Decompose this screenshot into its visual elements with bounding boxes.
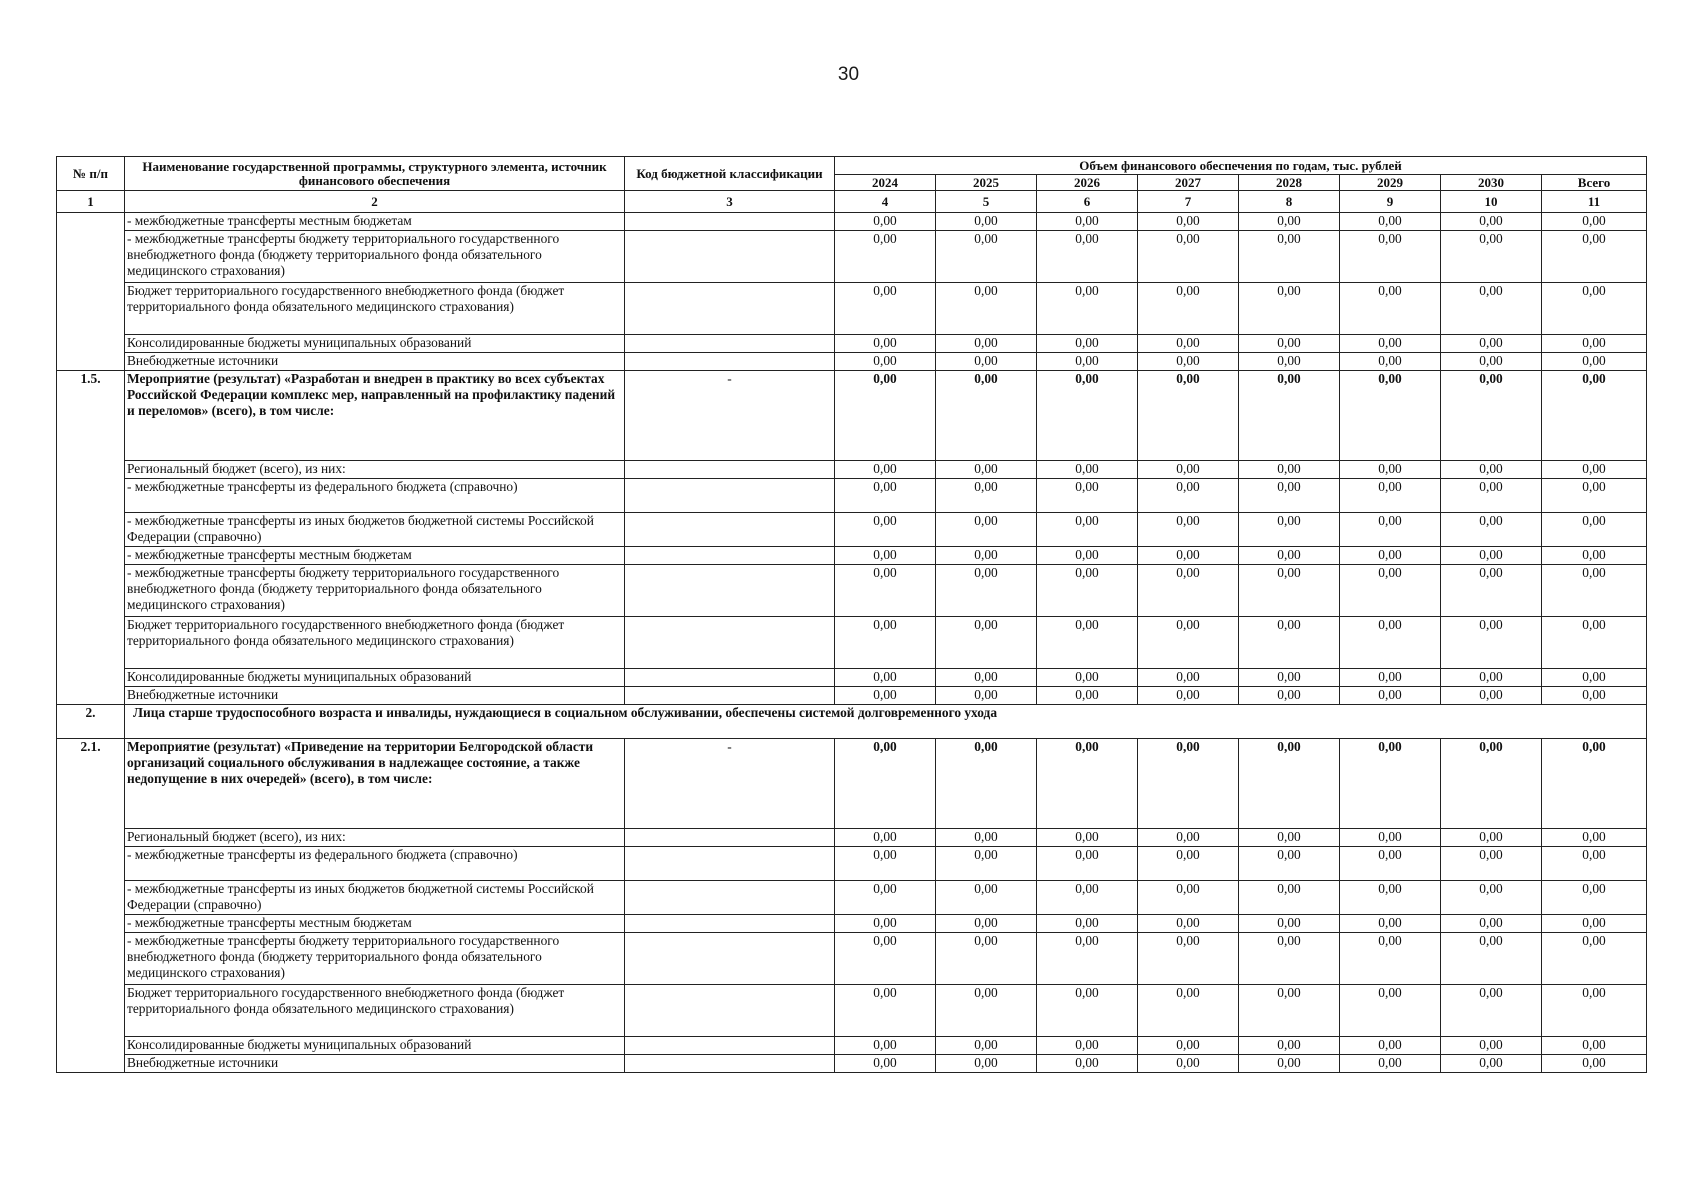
row-name: Внебюджетные источники xyxy=(125,1055,625,1073)
value-cell: 0,00 xyxy=(1037,335,1138,353)
value-cell: 0,00 xyxy=(1138,617,1239,669)
row-code xyxy=(625,881,835,915)
value-cell: 0,00 xyxy=(1340,985,1441,1037)
value-cell: 0,00 xyxy=(835,847,936,881)
value-cell: 0,00 xyxy=(1441,461,1542,479)
value-cell: 0,00 xyxy=(1239,353,1340,371)
value-cell: 0,00 xyxy=(1441,213,1542,231)
value-cell: 0,00 xyxy=(1037,213,1138,231)
value-cell: 0,00 xyxy=(1340,231,1441,283)
value-total: 0,00 xyxy=(1542,687,1647,705)
row-code: - xyxy=(625,371,835,461)
row-name: - межбюджетные трансферты бюджету территориального государственного внебюджетного фонда (бюджету территориального фонда обязательного медицинского страхования) xyxy=(125,231,625,283)
table-row xyxy=(57,915,1647,933)
row-name: - межбюджетные трансферты из федерального бюджета (справочно) xyxy=(125,479,625,513)
value-cell: 0,00 xyxy=(1340,933,1441,985)
value-cell: 0,00 xyxy=(936,617,1037,669)
value-cell: 0,00 xyxy=(1037,1037,1138,1055)
column-number: 10 xyxy=(1441,191,1542,213)
value-cell: 0,00 xyxy=(936,933,1037,985)
value-total: 0,00 xyxy=(1542,669,1647,687)
value-cell: 0,00 xyxy=(1138,915,1239,933)
value-cell: 0,00 xyxy=(936,669,1037,687)
value-cell: 0,00 xyxy=(835,547,936,565)
row-code xyxy=(625,283,835,335)
financing-table xyxy=(56,156,1647,1073)
row-name: Бюджет территориального государственного внебюджетного фонда (бюджет территориального фонда обязательного медицинского страхования) xyxy=(125,985,625,1037)
value-cell: 0,00 xyxy=(1239,687,1340,705)
value-cell: 0,00 xyxy=(1441,687,1542,705)
value-cell: 0,00 xyxy=(936,985,1037,1037)
column-number: 8 xyxy=(1239,191,1340,213)
header-total: Всего xyxy=(1542,175,1647,191)
row-name: Региональный бюджет (всего), из них: xyxy=(125,829,625,847)
value-cell: 0,00 xyxy=(936,739,1037,829)
value-cell: 0,00 xyxy=(936,231,1037,283)
row-code xyxy=(625,547,835,565)
row-code xyxy=(625,985,835,1037)
value-cell: 0,00 xyxy=(835,213,936,231)
value-cell: 0,00 xyxy=(1239,1037,1340,1055)
value-cell: 0,00 xyxy=(1037,547,1138,565)
value-cell: 0,00 xyxy=(1037,353,1138,371)
value-cell: 0,00 xyxy=(1138,739,1239,829)
row-name: - межбюджетные трансферты из федерального бюджета (справочно) xyxy=(125,847,625,881)
column-number: 2 xyxy=(125,191,625,213)
value-cell: 0,00 xyxy=(835,617,936,669)
table-row xyxy=(57,479,1647,513)
value-cell: 0,00 xyxy=(1138,513,1239,547)
value-cell: 0,00 xyxy=(1138,565,1239,617)
row-code xyxy=(625,617,835,669)
value-cell: 0,00 xyxy=(835,283,936,335)
header-volume: Объем финансового обеспечения по годам, тыс. рублей xyxy=(835,157,1647,175)
value-cell: 0,00 xyxy=(1037,739,1138,829)
row-number xyxy=(57,213,125,371)
value-cell: 0,00 xyxy=(835,565,936,617)
row-name: - межбюджетные трансферты местным бюджетам xyxy=(125,547,625,565)
row-name: - межбюджетные трансферты из иных бюджетов бюджетной системы Российской Федерации (справочно) xyxy=(125,513,625,547)
value-cell: 0,00 xyxy=(1138,829,1239,847)
header-year: 2030 xyxy=(1441,175,1542,191)
table-row xyxy=(57,617,1647,669)
table-row xyxy=(57,213,1647,231)
value-cell: 0,00 xyxy=(1441,915,1542,933)
value-cell: 0,00 xyxy=(1138,283,1239,335)
value-cell: 0,00 xyxy=(1239,213,1340,231)
row-code xyxy=(625,847,835,881)
value-total: 0,00 xyxy=(1542,213,1647,231)
value-total: 0,00 xyxy=(1542,915,1647,933)
value-cell: 0,00 xyxy=(936,335,1037,353)
value-cell: 0,00 xyxy=(1037,669,1138,687)
value-cell: 0,00 xyxy=(936,687,1037,705)
row-name: Консолидированные бюджеты муниципальных образований xyxy=(125,335,625,353)
column-number: 7 xyxy=(1138,191,1239,213)
table-row xyxy=(57,1055,1647,1073)
value-cell: 0,00 xyxy=(1037,829,1138,847)
value-cell: 0,00 xyxy=(1340,547,1441,565)
value-cell: 0,00 xyxy=(835,669,936,687)
value-cell: 0,00 xyxy=(1037,565,1138,617)
section-title: Лица старше трудоспособного возраста и инвалиды, нуждающиеся в социальном обслуживании, обеспечены системой долговременного ухода xyxy=(125,705,1647,739)
value-cell: 0,00 xyxy=(835,231,936,283)
value-cell: 0,00 xyxy=(1138,479,1239,513)
value-cell: 0,00 xyxy=(1340,479,1441,513)
row-number: 1.5. xyxy=(57,371,125,705)
value-cell: 0,00 xyxy=(1340,847,1441,881)
row-name: - межбюджетные трансферты бюджету территориального государственного внебюджетного фонда (бюджету территориального фонда обязательного медицинского страхования) xyxy=(125,933,625,985)
value-cell: 0,00 xyxy=(835,1037,936,1055)
table-row xyxy=(57,687,1647,705)
row-name: Внебюджетные источники xyxy=(125,353,625,371)
value-cell: 0,00 xyxy=(1340,213,1441,231)
table-row xyxy=(57,231,1647,283)
value-total: 0,00 xyxy=(1542,847,1647,881)
table-row xyxy=(57,335,1647,353)
value-total: 0,00 xyxy=(1542,933,1647,985)
header-year: 2028 xyxy=(1239,175,1340,191)
value-cell: 0,00 xyxy=(1138,461,1239,479)
value-cell: 0,00 xyxy=(1441,739,1542,829)
value-cell: 0,00 xyxy=(835,915,936,933)
value-cell: 0,00 xyxy=(1239,335,1340,353)
value-cell: 0,00 xyxy=(1441,283,1542,335)
row-code xyxy=(625,335,835,353)
header-number: № п/п xyxy=(57,157,125,191)
value-cell: 0,00 xyxy=(1340,687,1441,705)
value-cell: 0,00 xyxy=(1037,617,1138,669)
row-code xyxy=(625,687,835,705)
value-cell: 0,00 xyxy=(1239,933,1340,985)
row-name: - межбюджетные трансферты местным бюджетам xyxy=(125,915,625,933)
value-total: 0,00 xyxy=(1542,513,1647,547)
value-cell: 0,00 xyxy=(936,479,1037,513)
table-row xyxy=(57,669,1647,687)
header-year: 2026 xyxy=(1037,175,1138,191)
value-total: 0,00 xyxy=(1542,371,1647,461)
value-cell: 0,00 xyxy=(1239,915,1340,933)
table-row xyxy=(57,513,1647,547)
row-name: Мероприятие (результат) «Приведение на территории Белгородской области организаций социального обслуживания в надлежащее состояние, а также недопущение в них очередей» (всего), в том числе: xyxy=(125,739,625,829)
table-row xyxy=(57,371,1647,461)
table-row xyxy=(57,565,1647,617)
value-total: 0,00 xyxy=(1542,231,1647,283)
value-cell: 0,00 xyxy=(1441,617,1542,669)
value-cell: 0,00 xyxy=(1239,565,1340,617)
value-cell: 0,00 xyxy=(1138,881,1239,915)
value-cell: 0,00 xyxy=(1441,881,1542,915)
value-cell: 0,00 xyxy=(1441,933,1542,985)
value-cell: 0,00 xyxy=(936,1037,1037,1055)
value-cell: 0,00 xyxy=(1340,565,1441,617)
page-number: 30 xyxy=(837,64,860,85)
value-cell: 0,00 xyxy=(1340,739,1441,829)
value-total: 0,00 xyxy=(1542,353,1647,371)
value-cell: 0,00 xyxy=(1138,353,1239,371)
value-total: 0,00 xyxy=(1542,565,1647,617)
column-number: 5 xyxy=(936,191,1037,213)
row-code xyxy=(625,1055,835,1073)
value-cell: 0,00 xyxy=(1138,371,1239,461)
value-cell: 0,00 xyxy=(1340,829,1441,847)
value-cell: 0,00 xyxy=(1340,669,1441,687)
value-total: 0,00 xyxy=(1542,335,1647,353)
value-cell: 0,00 xyxy=(936,547,1037,565)
value-cell: 0,00 xyxy=(835,687,936,705)
value-cell: 0,00 xyxy=(1340,335,1441,353)
value-cell: 0,00 xyxy=(1037,985,1138,1037)
value-cell: 0,00 xyxy=(1037,461,1138,479)
value-cell: 0,00 xyxy=(936,565,1037,617)
row-code xyxy=(625,513,835,547)
value-cell: 0,00 xyxy=(1138,213,1239,231)
row-name: Консолидированные бюджеты муниципальных образований xyxy=(125,1037,625,1055)
header-year: 2029 xyxy=(1340,175,1441,191)
value-cell: 0,00 xyxy=(1239,371,1340,461)
header-year: 2027 xyxy=(1138,175,1239,191)
row-code xyxy=(625,1037,835,1055)
value-cell: 0,00 xyxy=(1239,829,1340,847)
value-cell: 0,00 xyxy=(835,739,936,829)
value-cell: 0,00 xyxy=(835,371,936,461)
value-cell: 0,00 xyxy=(1138,847,1239,881)
value-cell: 0,00 xyxy=(835,335,936,353)
value-cell: 0,00 xyxy=(1340,1037,1441,1055)
value-cell: 0,00 xyxy=(1441,513,1542,547)
value-cell: 0,00 xyxy=(936,283,1037,335)
table-row xyxy=(57,353,1647,371)
header-year: 2024 xyxy=(835,175,936,191)
value-cell: 0,00 xyxy=(1138,985,1239,1037)
value-cell: 0,00 xyxy=(1138,687,1239,705)
value-cell: 0,00 xyxy=(835,829,936,847)
value-total: 0,00 xyxy=(1542,1055,1647,1073)
value-cell: 0,00 xyxy=(835,933,936,985)
table-row xyxy=(57,847,1647,881)
column-number: 6 xyxy=(1037,191,1138,213)
value-cell: 0,00 xyxy=(1239,881,1340,915)
value-cell: 0,00 xyxy=(1340,617,1441,669)
row-name: Внебюджетные источники xyxy=(125,687,625,705)
value-cell: 0,00 xyxy=(1441,669,1542,687)
row-code xyxy=(625,213,835,231)
row-code xyxy=(625,565,835,617)
value-total: 0,00 xyxy=(1542,829,1647,847)
row-name: - межбюджетные трансферты из иных бюджетов бюджетной системы Российской Федерации (справочно) xyxy=(125,881,625,915)
column-number: 1 xyxy=(57,191,125,213)
value-cell: 0,00 xyxy=(1037,687,1138,705)
value-cell: 0,00 xyxy=(1340,283,1441,335)
value-cell: 0,00 xyxy=(1037,371,1138,461)
row-name: Региональный бюджет (всего), из них: xyxy=(125,461,625,479)
value-cell: 0,00 xyxy=(1441,479,1542,513)
value-total: 0,00 xyxy=(1542,739,1647,829)
row-name: Бюджет территориального государственного внебюджетного фонда (бюджет территориального фонда обязательного медицинского страхования) xyxy=(125,283,625,335)
value-cell: 0,00 xyxy=(936,1055,1037,1073)
value-total: 0,00 xyxy=(1542,617,1647,669)
value-cell: 0,00 xyxy=(1037,1055,1138,1073)
column-number: 11 xyxy=(1542,191,1647,213)
value-total: 0,00 xyxy=(1542,461,1647,479)
value-cell: 0,00 xyxy=(1441,335,1542,353)
value-cell: 0,00 xyxy=(1340,371,1441,461)
row-code xyxy=(625,461,835,479)
value-total: 0,00 xyxy=(1542,547,1647,565)
table-header xyxy=(57,157,1647,213)
value-cell: 0,00 xyxy=(936,371,1037,461)
value-cell: 0,00 xyxy=(1441,1055,1542,1073)
value-cell: 0,00 xyxy=(835,461,936,479)
table-body xyxy=(57,213,1647,1073)
value-cell: 0,00 xyxy=(835,985,936,1037)
table-row xyxy=(57,547,1647,565)
value-cell: 0,00 xyxy=(936,881,1037,915)
table-row xyxy=(57,933,1647,985)
value-cell: 0,00 xyxy=(936,829,1037,847)
value-cell: 0,00 xyxy=(1037,933,1138,985)
value-cell: 0,00 xyxy=(1037,479,1138,513)
row-code xyxy=(625,829,835,847)
value-cell: 0,00 xyxy=(1441,371,1542,461)
row-code xyxy=(625,933,835,985)
value-cell: 0,00 xyxy=(1340,915,1441,933)
value-cell: 0,00 xyxy=(835,1055,936,1073)
value-cell: 0,00 xyxy=(1239,847,1340,881)
value-cell: 0,00 xyxy=(1340,353,1441,371)
row-name: Консолидированные бюджеты муниципальных образований xyxy=(125,669,625,687)
value-total: 0,00 xyxy=(1542,283,1647,335)
table-row xyxy=(57,283,1647,335)
row-name: - межбюджетные трансферты местным бюджетам xyxy=(125,213,625,231)
value-cell: 0,00 xyxy=(1037,847,1138,881)
value-cell: 0,00 xyxy=(1239,669,1340,687)
row-name: Бюджет территориального государственного внебюджетного фонда (бюджет территориального фонда обязательного медицинского страхования) xyxy=(125,617,625,669)
table-row xyxy=(57,985,1647,1037)
value-cell: 0,00 xyxy=(1441,231,1542,283)
value-cell: 0,00 xyxy=(1037,915,1138,933)
value-cell: 0,00 xyxy=(1239,513,1340,547)
value-cell: 0,00 xyxy=(1037,231,1138,283)
value-cell: 0,00 xyxy=(1239,283,1340,335)
table-row xyxy=(57,1037,1647,1055)
value-cell: 0,00 xyxy=(1138,547,1239,565)
value-cell: 0,00 xyxy=(1441,1037,1542,1055)
row-number: 2. xyxy=(57,705,125,739)
value-cell: 0,00 xyxy=(936,847,1037,881)
value-cell: 0,00 xyxy=(835,353,936,371)
value-cell: 0,00 xyxy=(1239,617,1340,669)
row-code: - xyxy=(625,739,835,829)
value-cell: 0,00 xyxy=(1138,1055,1239,1073)
value-cell: 0,00 xyxy=(1037,881,1138,915)
table-row xyxy=(57,461,1647,479)
row-name: - межбюджетные трансферты бюджету территориального государственного внебюджетного фонда (бюджету территориального фонда обязательного медицинского страхования) xyxy=(125,565,625,617)
value-cell: 0,00 xyxy=(1239,479,1340,513)
table-row xyxy=(57,881,1647,915)
row-code xyxy=(625,669,835,687)
value-cell: 0,00 xyxy=(1239,231,1340,283)
value-cell: 0,00 xyxy=(1239,461,1340,479)
value-cell: 0,00 xyxy=(1441,547,1542,565)
numbering-row xyxy=(57,191,1647,213)
value-cell: 0,00 xyxy=(1441,353,1542,371)
value-cell: 0,00 xyxy=(1037,283,1138,335)
row-number: 2.1. xyxy=(57,739,125,1073)
row-name: Мероприятие (результат) «Разработан и внедрен в практику во всех субъектах Российской Федерации комплекс мер, направленный на профилактику падений и переломов» (всего), в том числе: xyxy=(125,371,625,461)
value-cell: 0,00 xyxy=(835,513,936,547)
value-cell: 0,00 xyxy=(1239,1055,1340,1073)
value-cell: 0,00 xyxy=(1138,669,1239,687)
value-cell: 0,00 xyxy=(1340,461,1441,479)
value-cell: 0,00 xyxy=(936,353,1037,371)
row-code xyxy=(625,353,835,371)
row-code xyxy=(625,479,835,513)
value-cell: 0,00 xyxy=(1239,739,1340,829)
value-total: 0,00 xyxy=(1542,479,1647,513)
table-row xyxy=(57,739,1647,829)
value-cell: 0,00 xyxy=(1441,985,1542,1037)
value-cell: 0,00 xyxy=(1138,1037,1239,1055)
column-number: 3 xyxy=(625,191,835,213)
value-total: 0,00 xyxy=(1542,881,1647,915)
value-cell: 0,00 xyxy=(936,213,1037,231)
value-cell: 0,00 xyxy=(835,881,936,915)
value-cell: 0,00 xyxy=(1037,513,1138,547)
value-total: 0,00 xyxy=(1542,1037,1647,1055)
row-code xyxy=(625,231,835,283)
value-cell: 0,00 xyxy=(1441,565,1542,617)
value-cell: 0,00 xyxy=(1138,231,1239,283)
table-row xyxy=(57,829,1647,847)
value-cell: 0,00 xyxy=(1441,829,1542,847)
value-cell: 0,00 xyxy=(1340,513,1441,547)
header-code: Код бюджетной классификации xyxy=(625,157,835,191)
value-cell: 0,00 xyxy=(1441,847,1542,881)
value-cell: 0,00 xyxy=(1340,1055,1441,1073)
section-row xyxy=(57,705,1647,739)
value-cell: 0,00 xyxy=(1239,547,1340,565)
value-cell: 0,00 xyxy=(936,461,1037,479)
column-number: 9 xyxy=(1340,191,1441,213)
value-cell: 0,00 xyxy=(1138,335,1239,353)
header-name: Наименование государственной программы, структурного элемента, источник финансового обеспечения xyxy=(125,157,625,191)
value-cell: 0,00 xyxy=(936,513,1037,547)
value-cell: 0,00 xyxy=(1239,985,1340,1037)
row-code xyxy=(625,915,835,933)
value-cell: 0,00 xyxy=(1138,933,1239,985)
value-total: 0,00 xyxy=(1542,985,1647,1037)
value-cell: 0,00 xyxy=(835,479,936,513)
column-number: 4 xyxy=(835,191,936,213)
header-year: 2025 xyxy=(936,175,1037,191)
value-cell: 0,00 xyxy=(1340,881,1441,915)
value-cell: 0,00 xyxy=(936,915,1037,933)
